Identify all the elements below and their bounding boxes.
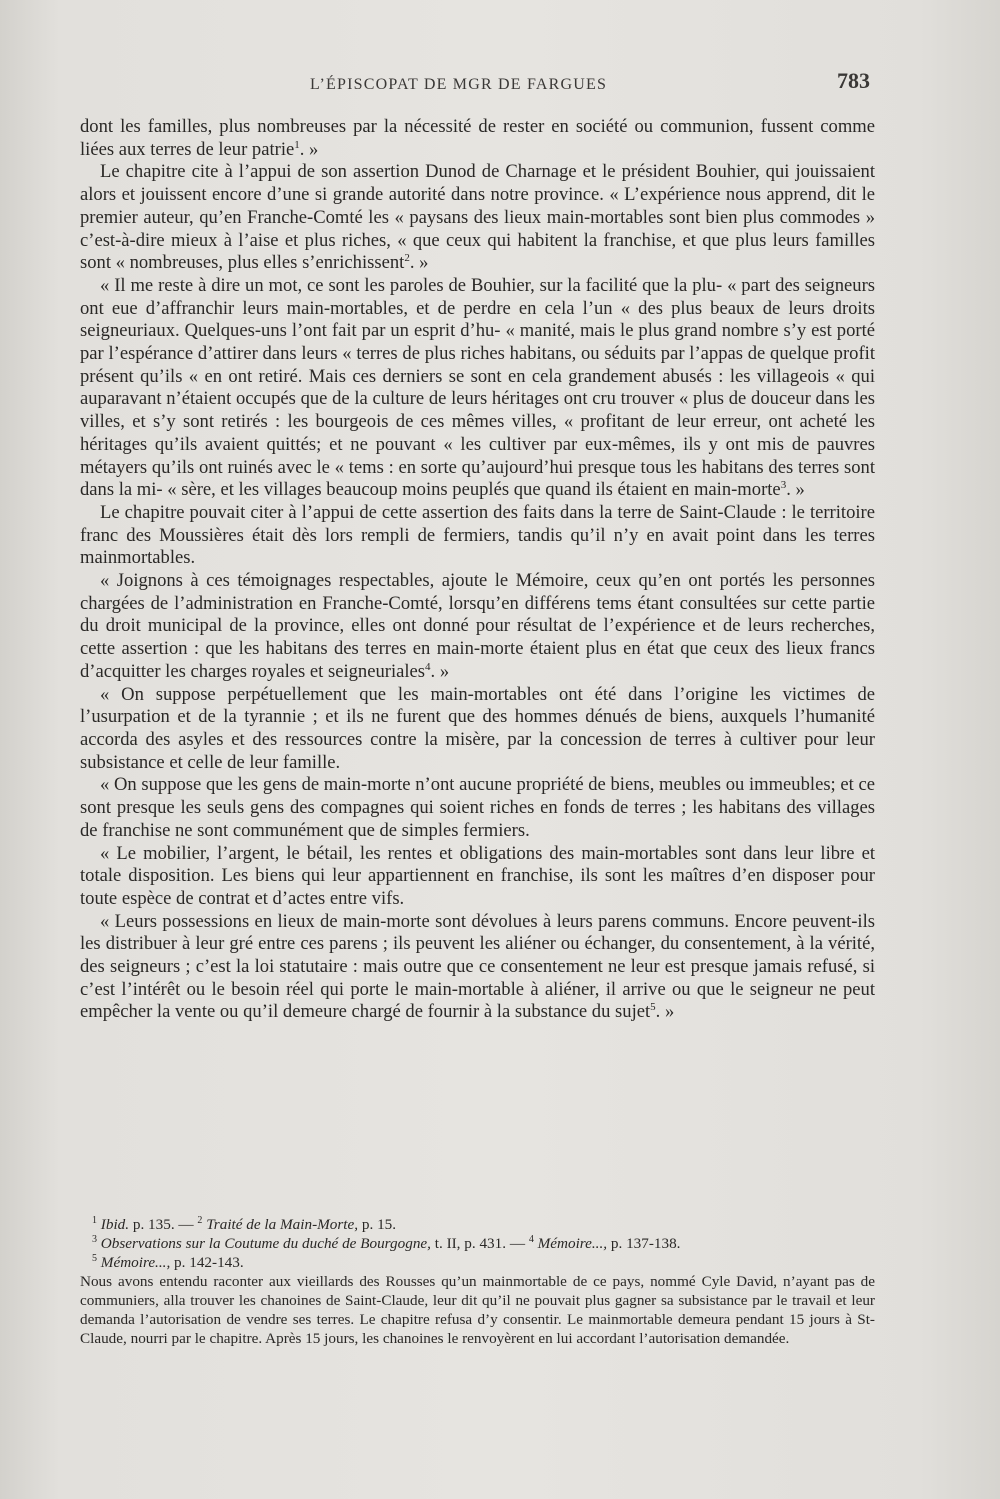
running-title: L’ÉPISCOPAT DE MGR DE FARGUES bbox=[310, 76, 608, 93]
paragraph: « Joignons à ces témoignages respectables, ajoute le Mémoire, ceux qu’en ont portés les personnes chargées de l’administration en Franche-Comté, lorsqu’en différens tems étant consultées sur cette partie du droit municipal de la province, elles ont donné pour résultat de l’expérience et de leurs recherches, cette assertion : que les habitans des terres en main-morte étaient plus en état que ceux des lieux francs d’acquitter les charges royales et seigneuriales$^4$. » bbox=[80, 570, 875, 682]
main-text bbox=[80, 116, 875, 1024]
footnote-line: $^5$ Mémoire..., p. 142-143. bbox=[92, 1252, 244, 1271]
paragraph: dont les familles, plus nombreuses par la nécessité de rester en société ou communion, fussent comme liées aux terres de leur patrie$^1$. » bbox=[80, 116, 875, 160]
paragraph: Le chapitre cite à l’appui de son assertion Dunod de Charnage et le président Bouhier, qui jouissaient alors et jouissent encore d’une si grande autorité dans notre province. « L’expérience nous apprend, dit le premier auteur, qu’en Franche-Comté les « paysans des lieux main-mortables sont bien plus commodes » c’est-à-dire mieux à l’aise et plus riches, « que ceux qui habitent la franchise, et que plus leurs familles sont « nombreuses, plus elles s’enrichissent$^2$. » bbox=[80, 161, 875, 274]
footnote-line: $^3$ Observations sur la Coutume du duché de Bourgogne, t. II, p. 431. — $^4$ Mémoire..., p. 137-138. bbox=[92, 1233, 681, 1252]
paragraph: « Il me reste à dire un mot, ce sont les paroles de Bouhier, sur la facilité que la plu- « part des seigneurs ont eue d’affranchir leurs main-mortables, et de perdre en cela l’un « des plus beaux de leurs droits seigneuriaux. Quelques-uns l’ont fait par un esprit d’hu- « manité, mais le plus grand nombre s’y est porté par l’espérance d’attirer dans leurs « terres de plus riches habitans, ou séduits par l’appas de quelque profit présent qu’ils « en ont retiré. Mais ces derniers se sont en cela grandement abusés : les villageois « qui auparavant n’étaient occupés que de la culture de leurs héritages ont cru trouver « plus de douceur dans les villes, et s’y sont retirés : les bourgeois de ces mêmes villes, « profitant de leur erreur, ont acheté les héritages qu’ils avaient quittés; et ne pouvant « les cultiver par eux-mêmes, ils y ont mis de pauvres métayers qu’ils ont ruinés avec le « tems : en sorte qu’aujourd’hui presque tous les habitans des terres sont dans la mi- « sère, et les villages beaucoup moins peuplés que quand ils étaient en main-morte$^3$. » bbox=[80, 274, 875, 501]
paragraph: « Leurs possessions en lieux de main-morte sont dévolues à leurs parens communs. Encore peuvent-ils les distribuer à leur gré entre ces parens ; ils peuvent les aliéner ou échanger, du consentement, à la vérité, des seigneurs ; c’est la loi statutaire : mais outre que ce consentement ne leur est presque jamais refusé, si c’est l’intérêt ou le besoin réel qui porte le main-mortable à aliéner, il arrive ou que le seigneur ne peut empêcher la vente ou qu’il demeure chargé de fournir à la substance du sujet$^5$. » bbox=[80, 910, 875, 1023]
paragraph: Le chapitre pouvait citer à l’appui de cette assertion des faits dans la terre de Saint-Claude : le territoire franc des Moussières était dès lors rempli de fermiers, tandis qu’il n’y en avait point dans les terres mainmortables. bbox=[80, 501, 875, 569]
paragraph: « Le mobilier, l’argent, le bétail, les rentes et obligations des main-mortables sont dans leur libre et totale disposition. Les biens qui leur appartiennent en franchise, ils sont les maîtres d’en disposer pour toute espèce de contrat et d’actes entre vifs. bbox=[80, 842, 875, 909]
footnotes bbox=[80, 1215, 875, 1348]
footnote-note: Nous avons entendu raconter aux vieillards des Rousses qu’un mainmortable de ce pays, nommé Cyle David, n’ayant pas de communiers, alla trouver les chanoines de Saint-Claude, leur dit qu’il ne pouvait plus gagner sa subsistance par le travail et leur demanda l’autorisation de vendre ses terres. Le chapitre refusa d’y consentir. Le mainmortable demeura pendant 15 jours à St-Claude, nourri par le chapitre. Après 15 jours, les chanoines le renvoyèrent en lui accordant l’autorisation demandée. bbox=[80, 1273, 875, 1347]
paragraph: « On suppose perpétuellement que les main-mortables ont été dans l’origine les victimes de l’usurpation et de la tyrannie ; et ils ne furent que des hommes dénués de biens, auxquels l’humanité accorda des asyles et des ressources contre la misère, par la concession de terres à cultiver pour leur subsistance et celle de leur famille. bbox=[80, 683, 875, 773]
page-header bbox=[80, 66, 870, 106]
page-number: 783 bbox=[837, 68, 870, 93]
footnote-line: $^1$ Ibid. p. 135. — $^2$ Traité de la Main-Morte, p. 15. bbox=[92, 1214, 397, 1233]
paragraph: « On suppose que les gens de main-morte n’ont aucune propriété de biens, meubles ou immeubles; et ce sont presque les seuls gens des compagnes qui soient riches en fonds de terres ; les habitans des villages de franchise ne sont communément que de simples fermiers. bbox=[80, 774, 875, 841]
